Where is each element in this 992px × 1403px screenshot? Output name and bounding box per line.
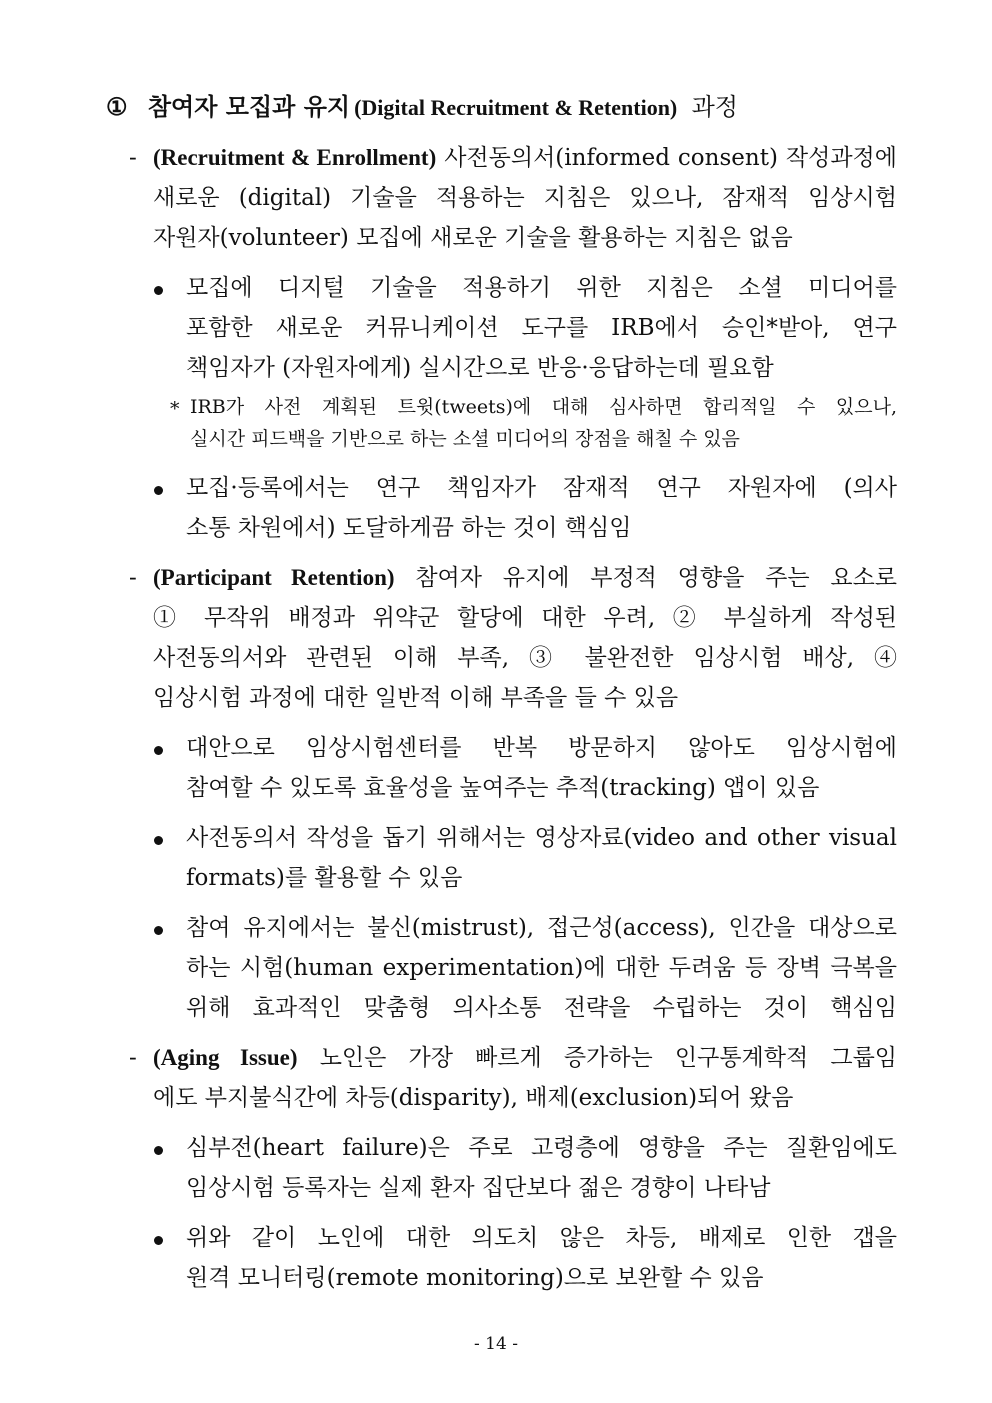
s2-bullet1-line1: 대안으로 임상시험센터를 반복 방문하지 않아도 임상시험에 — [186, 735, 897, 761]
s3-bullet1-line2: 임상시험 등록자는 실제 환자 집단보다 젊은 경향이 나타남 — [186, 1175, 771, 1201]
s1-bullet2-line1: 모집·등록에서는 연구 책임자가 잠재적 연구 자원자에 (의사 — [186, 475, 897, 501]
section3-label: (Aging Issue) — [153, 1045, 298, 1070]
section2-line2: ① 무작위 배정과 위약군 할당에 대한 우려, ② 부실하게 작성된 — [153, 605, 897, 631]
heading-korean: 참여자 모집과 유지 — [147, 92, 351, 121]
section1-line1-text: 사전동의서(informed consent) 작성과정에 — [444, 145, 897, 171]
s3-bullet2-line2: 원격 모니터링(remote monitoring)으로 보완할 수 있음 — [186, 1265, 764, 1291]
bullet-dot — [154, 746, 163, 755]
heading-marker: ① — [106, 92, 128, 121]
bullet-dot — [154, 836, 163, 845]
s2-bullet3-line2: 하는 시험(human experimentation)에 대한 두려움 등 장벽 극복을 — [186, 955, 897, 981]
section1-line2: 새로운 (digital) 기술을 적용하는 지침은 있으나, 잠재적 임상시험 — [153, 185, 897, 211]
s1-bullet1-line2: 포함한 새로운 커뮤니케이션 도구를 IRB에서 승인*받아, 연구 — [186, 315, 897, 341]
s2-bullet2-line1: 사전동의서 작성을 돕기 위해서는 영상자료(video and other visual — [186, 825, 897, 851]
note-marker: * — [170, 398, 180, 420]
section2-line1 — [153, 563, 897, 593]
s1-bullet1-line1: 모집에 디지털 기술을 적용하기 위한 지침은 소셜 미디어를 — [186, 275, 897, 301]
heading-english: (Digital Recruitment & Retention) — [354, 95, 678, 120]
section2-label: (Participant Retention) — [153, 565, 395, 590]
page-number: - 14 - — [474, 1334, 518, 1354]
section2-line1-text: 참여자 유지에 부정적 영향을 주는 요소로 — [415, 565, 898, 591]
section2-line4: 임상시험 과정에 대한 일반적 이해 부족을 들 수 있음 — [153, 685, 679, 711]
bullet-dot — [154, 286, 163, 295]
section3-dash: - — [129, 1045, 137, 1071]
s2-bullet1-line2: 참여할 수 있도록 효율성을 높여주는 추적(tracking) 앱이 있음 — [186, 775, 820, 801]
bullet-dot — [154, 1146, 163, 1155]
section3-line1 — [153, 1043, 897, 1073]
section2-line3: 사전동의서와 관련된 이해 부족, ③ 불완전한 임상시험 배상, ④ — [153, 645, 897, 671]
note-line1: IRB가 사전 계획된 트윗(tweets)에 대해 심사하면 합리적일 수 있으나, — [190, 396, 897, 418]
note-line2: 실시간 피드백을 기반으로 하는 소셜 미디어의 장점을 해칠 수 있음 — [190, 428, 740, 450]
bullet-dot — [154, 486, 163, 495]
section3-line1-text: 노인은 가장 빠르게 증가하는 인구통계학적 그룹임 — [319, 1045, 897, 1071]
s2-bullet3-line1: 참여 유지에서는 불신(mistrust), 접근성(access), 인간을 대상으로 — [186, 915, 897, 941]
bullet-dot — [154, 926, 163, 935]
s3-bullet1-line1: 심부전(heart failure)은 주로 고령층에 영향을 주는 질환임에도 — [186, 1135, 897, 1161]
section3-line2: 에도 부지불식간에 차등(disparity), 배제(exclusion)되어 왔음 — [153, 1085, 794, 1111]
section1-line3: 자원자(volunteer) 모집에 새로운 기술을 활용하는 지침은 없음 — [153, 225, 793, 251]
bullet-dot — [154, 1236, 163, 1245]
section1-label: (Recruitment & Enrollment) — [153, 145, 437, 170]
section2-dash: - — [129, 565, 137, 591]
section-heading — [106, 92, 738, 123]
s3-bullet2-line1: 위와 같이 노인에 대한 의도치 않은 차등, 배제로 인한 갭을 — [186, 1225, 897, 1251]
heading-tail: 과정 — [691, 93, 738, 121]
s1-bullet1-line3: 책임자가 (자원자에게) 실시간으로 반응·응답하는데 필요함 — [186, 355, 774, 381]
s2-bullet3-line3: 위해 효과적인 맞춤형 의사소통 전략을 수립하는 것이 핵심임 — [186, 995, 897, 1021]
s1-bullet2-line2: 소통 차원에서) 도달하게끔 하는 것이 핵심임 — [186, 515, 632, 541]
s2-bullet2-line2: formats)를 활용할 수 있음 — [186, 865, 463, 891]
section1-dash: - — [129, 145, 137, 171]
section1-line1 — [153, 143, 897, 173]
